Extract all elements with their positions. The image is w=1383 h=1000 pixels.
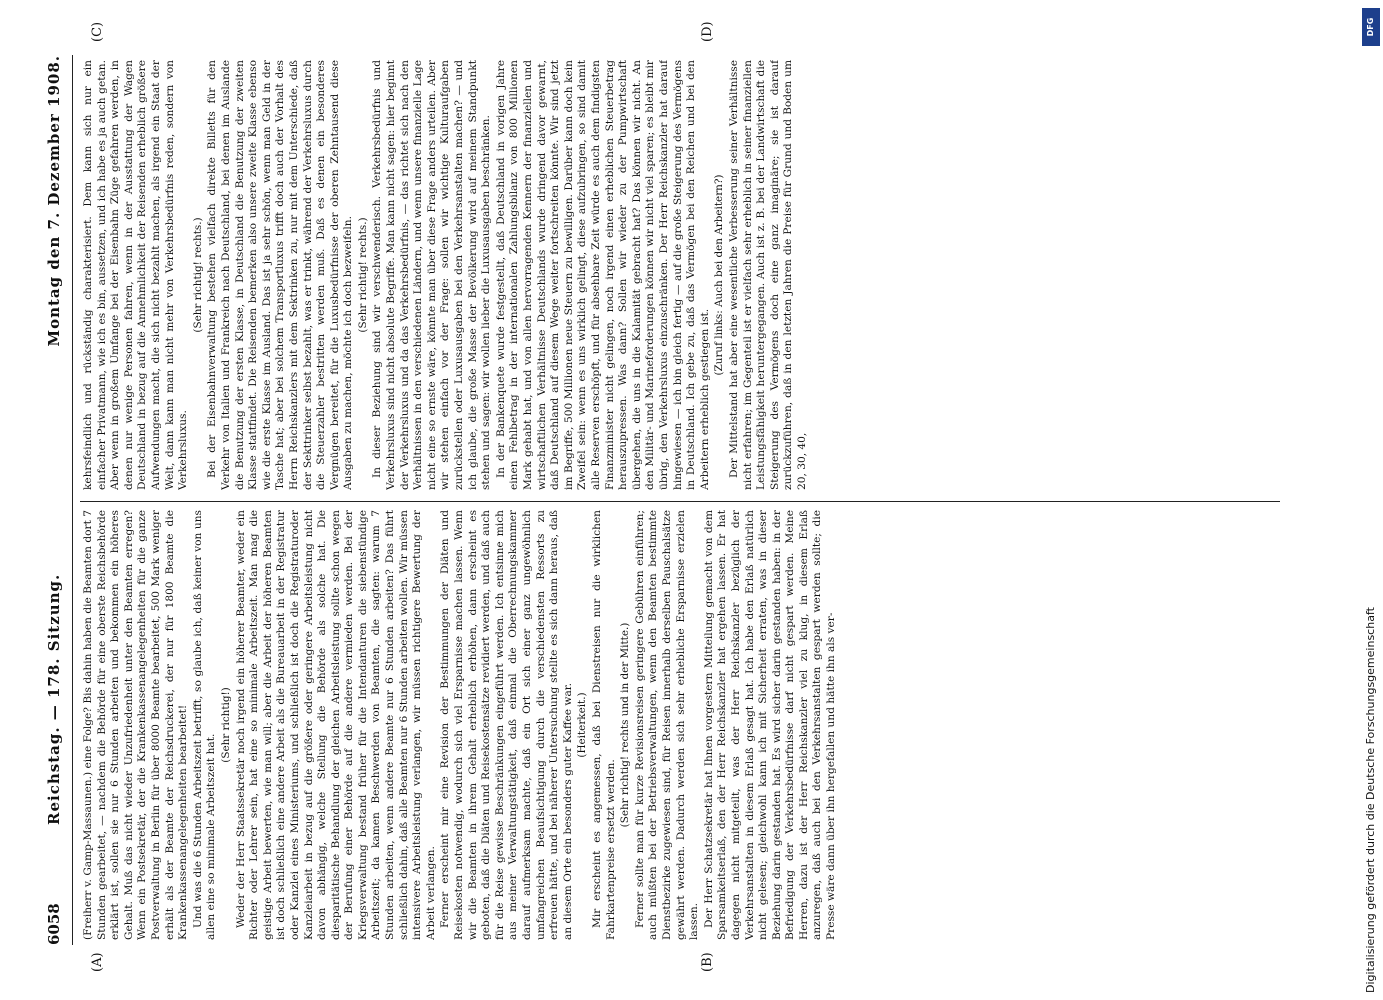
column-divider: [80, 501, 1280, 502]
paragraph: Der Mittelstand hat aber eine wesentliche Verbesserung seiner Verhältnisse nicht erfahren; im Gegenteil ist er vielfach sehr erheblich in seiner finanziellen Leistungsfähigkeit heruntergegangen. Auch ist z. B. bei der Landwirtschaft die Steigerung des Vermögens doch eine ganz imaginäre; sie ist darauf zurückzuführen, daß in den letzten Jahren die Preise für Grund und Boden um 20, 30, 40,: [727, 60, 808, 490]
right-column: [82, 60, 1282, 490]
paragraph: Der Herr Schatzsekretär hat Ihnen vorgestern Mitteilung gemacht von dem Sparsamkeitserlaß, den der Herr Reichskanzler hat ergehen lassen. Er hat dagegen nicht mitgeteilt, was der Herr Reichskanzler bezüglich der Verkehrsanstalten in diesem Erlaß gesagt hat. Ich habe den Erlaß natürlich nicht gelesen; gleichwohl kann ich mit Sicherheit erraten, was in dieser Beziehung darin gestanden hat. Es wird sicher darin gestanden haben: in der Befriedigung der Verkehrsbedürfnisse darf nicht gespart werden. Meine Herren, dazu ist der Herr Reichskanzler viel zu klug, in diesem Erlaß anzuregen, daß auch bei den Verkehrsanstalten gespart werden sollte; die Presse wäre dann über ihn hergefallen und hätte ihn als ver-: [702, 510, 838, 940]
credit-text: Digitalisierung gefördert durch die Deutsche Forschungsgemeinschaft: [1364, 607, 1377, 993]
paragraph: (Freiherr v. Gamp-Massaunen.) eine Folge? Bis dahin haben die Beamten dort 7 Stunden gearbeitet, — nachdem die Behörde für eine oberste Reichsbehörde erklärt ist, sollen sie nur 6 Stunden arbeiten und bekommen ein höheres Gehalt. Muß das nicht wieder Unzufriedenheit unter den Beamten erregen? Wenn ein Postsekretär, der die Krankenkassenangelegenheiten für die ganze Postverwaltung in Berlin für über 8000 Beamte bearbeitet, 500 Mark weniger erhält als der Beamte der Reichsdruckerei, der nur für 1800 Beamte die Krankenkassenangelegenheiten bearbeitet!: [82, 510, 190, 940]
paragraph: kehrsfeindlich und rückständig charakterisiert. Dem kann sich nur ein einfacher Privatmann, wie ich es bin, aussetzen, und ich habe es ja auch getan. Aber wenn in großem Umfange bei der Eisenbahn Züge gefahren werden, in denen nur wenige Personen fahren, wenn in der Ausstattung der Wagen Deutschland in bezug auf die Annehmlichkeit der Reisenden erheblich größere Aufwendungen macht, die sich nicht bezahlt machen, als irgend ein Staat der Welt, dann kann man nicht mehr von Verkehrsbedürfnis reden, sondern von Verkehrsluxus.: [82, 60, 190, 490]
session-title: Reichstag. — 178. Sitzung.: [45, 573, 63, 825]
paragraph: In der Bankenquete wurde festgestellt, daß Deutschland in vorigen Jahre einen Fehlbetrag in der internationalen Zahlungsbilanz von 800 Millionen Mark gehabt hat, und von allen hervorragenden Kennern der finanziellen und wirtschaftlichen Verhältnisse Deutschlands wurde dringend davor gewarnt, daß Deutschland auf diesem Wege weiter fortschreiten könnte. Wir sind jetzt im Begriffe, 500 Millionen neue Steuern zu bewilligen. Darüber kann doch kein Zweifel sein: wenn es uns wirklich gelingt, diese aufzubringen, so sind damit alle Reserven erschöpft, und für absehbare Zeit würde es auch dem findigsten Finanzminister nicht gelingen, noch irgend einen erheblichen Steuerbetrag herauszupressen. Was dann? Sollen wir wieder zu der Pumpwirtschaft übergehen, die uns in die Kalamität gebracht hat? Das können wir nicht. An den Militär- und Marineforderungen können wir nicht viel sparen; es bleibt mir übrig, den Verkehrsluxus einzuschränken. Der Herr Reichskanzler hat darauf hingewiesen — ich bin gleich fertig — auf die große Steigerung des Vermögens in Deutschland. Ich gebe zu, daß das Vermögen bei den Reichen und bei den Arbeitern erheblich gestiegen ist.: [494, 60, 711, 490]
paragraph: Und was die 6 Stunden Arbeitszeit betrifft, so glaube ich, daß keiner von uns allen eine so minimale Arbeitszeit hat.: [191, 510, 218, 940]
header-rule: [72, 55, 73, 945]
interjection: (Sehr richtig!): [219, 687, 232, 763]
paragraph: Weder der Herr Staatssekretär noch irgend ein höherer Beamter, weder ein Richter oder Lehrer sein, hat eine so minimale Arbeitszeit. Man mag die geistige Arbeit bewerten, wie man will; aber die Arbeit der höheren Beamten ist doch schließlich eine andere Arbeit als die Bureauarbeit in der Registratur oder Kanzlei eines Ministeriums, und schließlich ist doch die Registraturoder Kanzleiarbeit in bezug auf die größere oder geringere Arbeitsleistung nicht davon abhängig, welche Stellung die Behörde als solche hat. Die diesparitätische Behandlung der gleichen Arbeitsleistung sollte schon wegen der Berufung einer Behörde auf die andere vermieden werden. Bei der Kriegsverwaltung bestand früher für die Intendanturen die siebenstündige Arbeitszeit; da kamen Beschwerden von Beamten, die sagten: warum 7 Stunden arbeiten, wenn andere Beamte nur 6 Stunden arbeiten? Das führt schließlich dahin, daß alle Beamten nur 6 Stunden arbeiten wollen. Wir müssen intensivere Arbeitsleistung verlangen, wir müssen richtigere Bewertung der Arbeit verlangen.: [234, 510, 437, 940]
margin-marker-d: (D): [700, 21, 715, 42]
paragraph: Bei der Eisenbahnverwaltung bestehen vielfach direkte Billetts für den Verkehr von Italien und Frankreich nach Deutschland, bei denen im Auslande die Benutzung der ersten Klasse, in Deutschland die Benutzung der zweiten Klasse stattfindet. Die Reisenden bemerken also unsere zweite Klasse ebenso wie die erste Klasse im Ausland. Das ist ja sehr schön, wenn man Geld in der Tasche hat; aber bei solchem Transportluxus trifft doch auch der Vorhalt des Herrn Reichskanzlers mit dem Sektrinken zu, nur mit dem Unterschiede, daß der Sekttrinker selbst bezahlt, was er trinkt, während der Verkehrsluxus durch die Steuerzahler bestritten werden muß. Daß es denen ein besonderes Vergnügen bereitet, für die Luxusbedürfnisse der oberen Zehntausend diese Ausgaben zu machen, möchte ich doch bezweifeln.: [206, 60, 355, 490]
paragraph: In dieser Beziehung sind wir verschwenderisch. Verkehrsbedürfnis und Verkehrsluxus sind nicht absolute Begriffe. Man kann nicht sagen: hier beginnt der Verkehrsluxus und da das Verkehrsbedürfnis, — das richtet sich nach den Verhältnissen in den verschiedenen Ländern, und wenn unsere finanzielle Lage nicht eine so ernste wäre, könnte man über diese Frage anders urteilen. Aber wir stehen einfach vor der Frage: sollen wir wichtige Kulturaufgaben zurückstellen oder Luxusausgaben bei den Verkehrsanstalten machen? — und ich glaube, die große Masse der Bevölkerung wird auf meinem Standpunkt stehen und sagen: wir wollen lieber die Luxusausgaben beschränken.: [371, 60, 493, 490]
margin-marker-b: (B): [700, 952, 715, 972]
page-header: [45, 55, 71, 945]
paragraph: Ferner erscheint mir eine Revision der Bestimmungen der Diäten und Reisekosten notwendig, wodurch sich viel Ersparnisse machen lassen. Wenn wir die Beamten in ihrem Gehalt erheblich erhöhen, dann erscheint es geboten, daß die Diäten und Reisekostensätze revidiert werden, und daß auch für die Reise gewisse Beschränkungen eingeführt werden. Ich entsinne mich aus meiner Verwaltungstätigkeit, daß einmal die Oberrechnungskammer darauf aufmerksam machte, daß ein Ort sich einer ganz ungewöhnlich umfangreichen Beaufsichtigung durch die verschiedensten Ressorts zu erfreuen hätte, und bei näherer Untersuchung stellte es sich dann heraus, daß an diesem Orte ein besonders guter Kaffee war.: [439, 510, 574, 940]
paragraph: Mir erscheint es angemessen, daß bei Dienstreisen nur die wirklichen Fahrkartenpreise ersetzt werden.: [590, 510, 617, 940]
digitization-credit: [1362, 8, 1380, 993]
page-number: 6058: [45, 903, 63, 945]
interjection: (Sehr richtig! rechts und in der Mitte.): [619, 622, 632, 828]
interjection: (Heiterkeit.): [576, 692, 589, 758]
margin-marker-c: (C): [90, 21, 105, 42]
paragraph: Ferner sollte man für kurze Revisionsreisen geringere Gebühren einführen; auch müßten bei der Betriebsverwaltungen, wenn den Beamten bestimmte Dienstbezirke zugewiesen sind, für Reisen innerhalb derselben Pauschalsätze gewährt werden. Dadurch werden sich sehr erhebliche Ersparnisse erzielen lassen.: [633, 510, 701, 940]
dfg-logo: DFG: [1362, 8, 1380, 46]
interjection: (Zuruf links: Auch bei den Arbeitern?): [713, 174, 726, 376]
interjection: (Sehr richtig! rechts.): [191, 217, 204, 333]
interjection: (Sehr richtig! rechts.): [356, 217, 369, 333]
margin-marker-a: (A): [90, 952, 105, 972]
left-column: [82, 510, 1282, 940]
session-date: Montag den 7. Dezember 1908.: [45, 55, 63, 347]
